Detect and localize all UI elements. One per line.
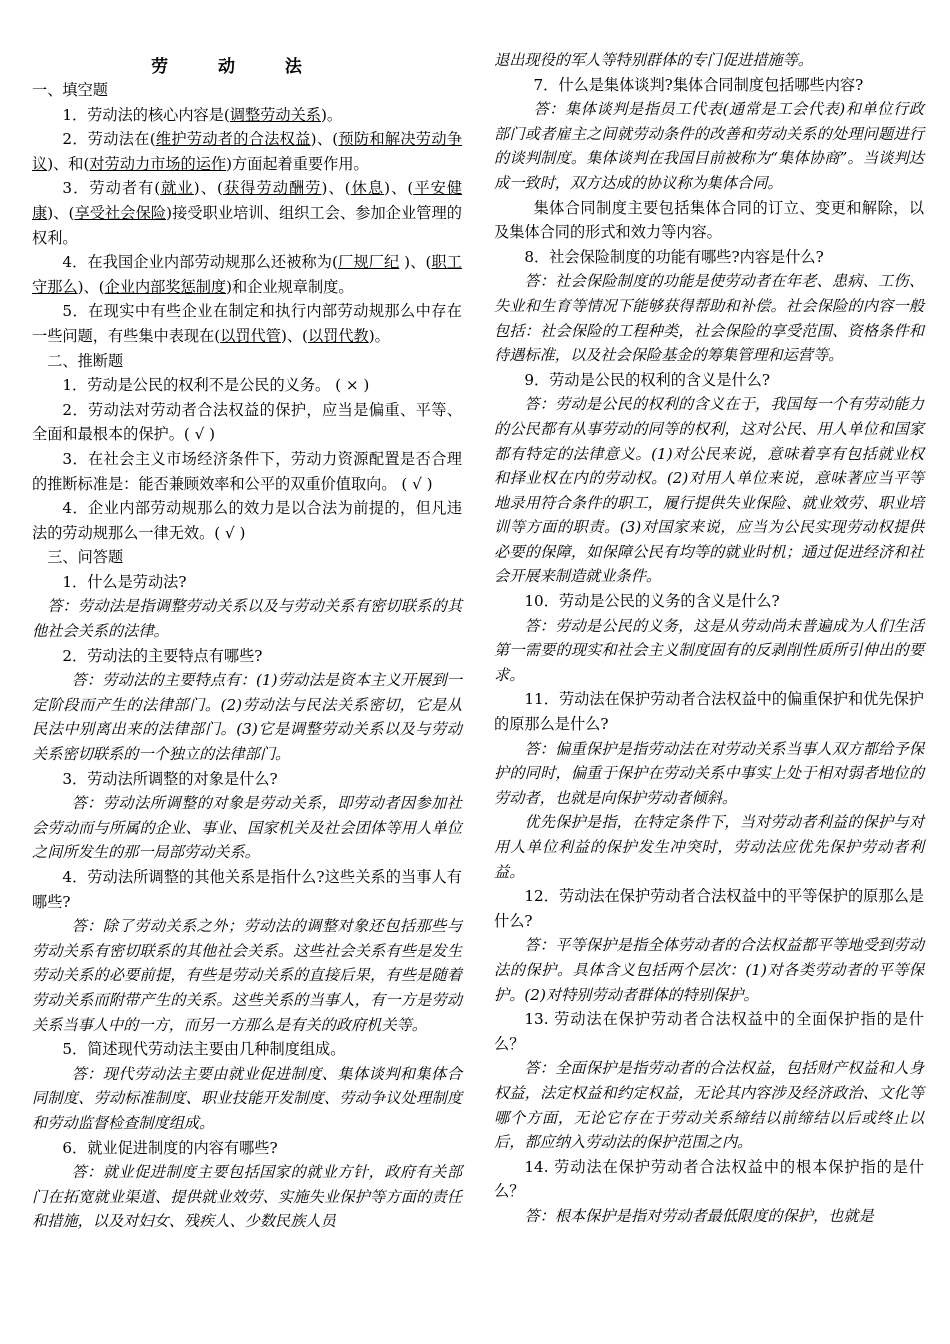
left-paragraph: 4．企业内部劳动规那么的效力是以合法为前提的，但凡违法的劳动规那么一律无效。( √ ) [32, 499, 462, 542]
blank-answer: 职工守那么 [32, 253, 462, 296]
left-paragraph: 答：劳动法的主要特点有：(1)劳动法是资本主义开展到一定阶段而产生的法律部门。(2)劳动法与民法关系密切，它是从民法中别离出来的法律部门。(3)它是调整劳动关系以及与劳动关系密切联系的一个独立的法律部门。 [32, 671, 462, 764]
text-run: )接受职业培训、组织工会、参加企业管理的权利。 [32, 203, 462, 247]
left-column [32, 78, 462, 1234]
right-paragraph: 优先保护是指，在特定条件下，当对劳动者利益的保护与对用人单位利益的保护发生冲突时，劳动法应优先保护劳动者利益。 [494, 813, 924, 881]
right-paragraph: 退出现役的军人等特别群体的专门促进措施等。 [494, 51, 813, 69]
right-paragraph: 12．劳动法在保护劳动者合法权益中的平等保护的原那么是什么? [494, 887, 924, 930]
left-paragraph: 3．劳动法所调整的对象是什么? [62, 769, 278, 788]
right-paragraph: 答：偏重保护是指劳动法在对劳动关系当事人双方都给予保护的同时，偏重于保护在劳动关系中事实上处于相对弱者地位的劳动者，也就是向保护劳动者倾斜。 [494, 739, 924, 807]
blank-answer: 享受社会保险 [74, 203, 167, 222]
text-run: 4．在我国企业内部劳动规那么还被称为( [62, 253, 338, 272]
left-paragraph: 1．劳动是公民的权利不是公民的义务。 ( × ) [62, 376, 370, 395]
text-run: 3．劳动者有( [62, 179, 161, 198]
left-paragraph [32, 176, 462, 250]
left-paragraph [32, 299, 462, 348]
text-run: 1．劳动法的核心内容是( [62, 105, 230, 124]
blank-answer: 获得劳动酬劳 [222, 179, 322, 198]
blank-answer: 以罚代管 [220, 326, 281, 345]
left-paragraph: 2．劳动法的主要特点有哪些? [62, 646, 263, 665]
left-paragraph: 1．什么是劳动法? [62, 572, 187, 591]
left-paragraph [32, 127, 462, 176]
text-run: )、( [399, 253, 432, 272]
text-run: )、( [280, 326, 308, 345]
right-paragraph: 答：集体谈判是指员工代表(通常是工会代表)和单位行政部门或者雇主之间就劳动条件的改善和劳动关系的处理问题进行的谈判制度。集体谈判在我国目前被称为“集体协商”。当谈判达成一致时，双方达成的协议称为集体合同。 [494, 100, 924, 192]
text-run: )、( [77, 277, 105, 296]
right-paragraph: 14. 劳动法在保护劳动者合法权益中的根本保护指的是什么？ [494, 1157, 924, 1201]
text-run: )、( [384, 179, 414, 198]
blank-answer: 休息 [350, 179, 385, 198]
blank-answer: 就业 [160, 179, 194, 198]
text-run: 2．劳动法在( [62, 130, 156, 149]
blank-answer: 调整劳动关系 [229, 105, 321, 124]
right-paragraph: 答：平等保护是指全体劳动者的合法权益都平等地受到劳动法的保护。具体含义包括两个层次：(1)对各类劳动者的平等保护。(2)对特别劳动者群体的特别保护。 [494, 936, 924, 1004]
blank-answer: 企业内部奖惩制度 [104, 277, 227, 296]
left-paragraph [32, 250, 462, 299]
right-paragraph: 11．劳动法在保护劳动者合法权益中的偏重保护和优先保护的原那么是什么? [494, 690, 924, 734]
right-paragraph: 答：根本保护是指对劳动者最低限度的保护，也就是 [524, 1206, 874, 1225]
left-paragraph: 4．劳动法所调整的其他关系是指什么?这些关系的当事人有哪些? [32, 868, 462, 911]
right-paragraph: 9．劳动是公民的权利的含义是什么? [524, 370, 771, 389]
left-paragraph: 二、推断题 [47, 351, 124, 370]
blank-answer: 维护劳动者的合法权益 [155, 130, 311, 149]
right-paragraph: 13. 劳动法在保护劳动者合法权益中的全面保护指的是什么？ [494, 1010, 924, 1053]
blank-answer: 平安健康 [32, 179, 463, 222]
page-title: 劳 动 法 [151, 57, 324, 77]
left-paragraph [32, 103, 462, 128]
left-paragraph: 答：就业促进制度主要包括国家的就业方针，政府有关部门在拓宽就业渠道、提供就业效劳、实施失业保护等方面的责任和措施，以及对妇女、残疾人、少数民族人员 [32, 1163, 462, 1231]
blank-answer: 对劳动力市场的运作 [89, 154, 227, 173]
right-paragraph: 7．什么是集体谈判?集体合同制度包括哪些内容? [533, 75, 864, 94]
left-paragraph: 答：劳动法是指调整劳动关系以及与劳动关系有密切联系的其他社会关系的法律。 [32, 597, 462, 641]
text-run: )、( [310, 130, 339, 149]
left-paragraph: 一、填空题 [32, 81, 108, 99]
blank-answer: 预防和解决劳动争议 [32, 130, 463, 173]
text-run: )、( [193, 179, 223, 198]
right-paragraph: 集体合同制度主要包括集体合同的订立、变更和解除，以及集体合同的形式和效力等内容。 [494, 198, 924, 242]
blank-answer: 以罚代教 [307, 326, 369, 345]
left-paragraph: 6．就业促进制度的内容有哪些? [62, 1138, 278, 1157]
right-paragraph: 10．劳动是公民的义务的含义是什么? [524, 592, 780, 611]
text-run: )。 [320, 105, 343, 124]
left-paragraph: 答：现代劳动法主要由就业促进制度、集体谈判和集体合同制度、劳动标准制度、职业技能开发制度、劳动争议处理制度和劳动监督检查制度组成。 [32, 1064, 462, 1132]
left-paragraph: 2．劳动法对劳动者合法权益的保护，应当是偏重、平等、全面和最根本的保护。( √ ) [32, 400, 462, 444]
text-run: )、( [47, 203, 75, 222]
right-column [494, 48, 924, 1229]
left-paragraph: 三、问答题 [47, 548, 124, 567]
text-run: )和企业规章制度。 [226, 277, 354, 296]
text-run: 5．在现实中有些企业在制定和执行内部劳动规那么中存在一些问题，有些集中表现在( [32, 302, 462, 345]
left-paragraph: 答：除了劳动关系之外；劳动法的调整对象还包括那些与劳动关系有密切联系的其他社会关系。这些社会关系有些是发生劳动关系的必要前提，有些是劳动关系的直接后果，有些是随着劳动关系而附带产生的关系。这些关系的当事人，有一方是劳动关系当事人中的一方，而另一方那么是有关的政府机关等。 [32, 917, 462, 1034]
left-paragraph: 3．在社会主义市场经济条件下，劳动力资源配置是否合理的推断标准是：能否兼顾效率和公平的双重价值取向。 ( √ ) [32, 449, 462, 493]
right-paragraph: 答：劳动是公民的义务，这是从劳动尚未普遍成为人们生活第一需要的现实和社会主义制度固有的反剥削性质所引伸出的要求。 [494, 616, 924, 684]
right-paragraph: 答：全面保护是指劳动者的合法权益，包括财产权益和人身权益，法定权益和约定权益，无论其内容涉及经济政治、文化等哪个方面，无论它存在于劳动关系缔结以前缔结以后或终止以后，都应纳入劳动法的保护范围之内。 [494, 1059, 924, 1152]
right-paragraph: 答：社会保险制度的功能是使劳动者在年老、患病、工伤、失业和生育等情况下能够获得帮助和补偿。社会保险的内容一般包括：社会保险的工程种类，社会保险的享受范围、资格条件和待遇标准，以及社会保险基金的筹集管理和运营等。 [494, 272, 924, 365]
left-paragraph: 5．简述现代劳动法主要由几种制度组成。 [62, 1040, 346, 1059]
blank-answer: 厂规厂纪 [337, 253, 400, 272]
text-run: )、和( [47, 154, 90, 173]
left-paragraph: 答：劳动法所调整的对象是劳动关系，即劳动者因参加社会劳动而与所属的企业、事业、国家机关及社会团体等用人单位之间所发生的那一局部劳动关系。 [32, 794, 462, 862]
text-run: )、( [321, 179, 351, 198]
right-paragraph: 8．社会保险制度的功能有哪些?内容是什么? [524, 247, 824, 266]
text-run: )方面起着重要作用。 [226, 154, 369, 173]
text-run: )。 [368, 326, 390, 345]
right-paragraph: 答：劳动是公民的权利的含义在于，我国每一个有劳动能力的公民都有从事劳动的同等的权利，这对公民、用人单位和国家都有特定的法律意义。(1)对公民来说，意味着享有包括就业权和择业权在内的劳动权。(2)对用人单位来说，意味著应当平等地录用符合条件的职工，履行提供失业保险、就业效劳、职业培训等方面的职责。(3)对国家来说，应当为公民实现劳动权提供必要的保障，如保障公民有均等的就业时机；通过促进经济和社会开展来制造就业条件。 [494, 395, 924, 586]
